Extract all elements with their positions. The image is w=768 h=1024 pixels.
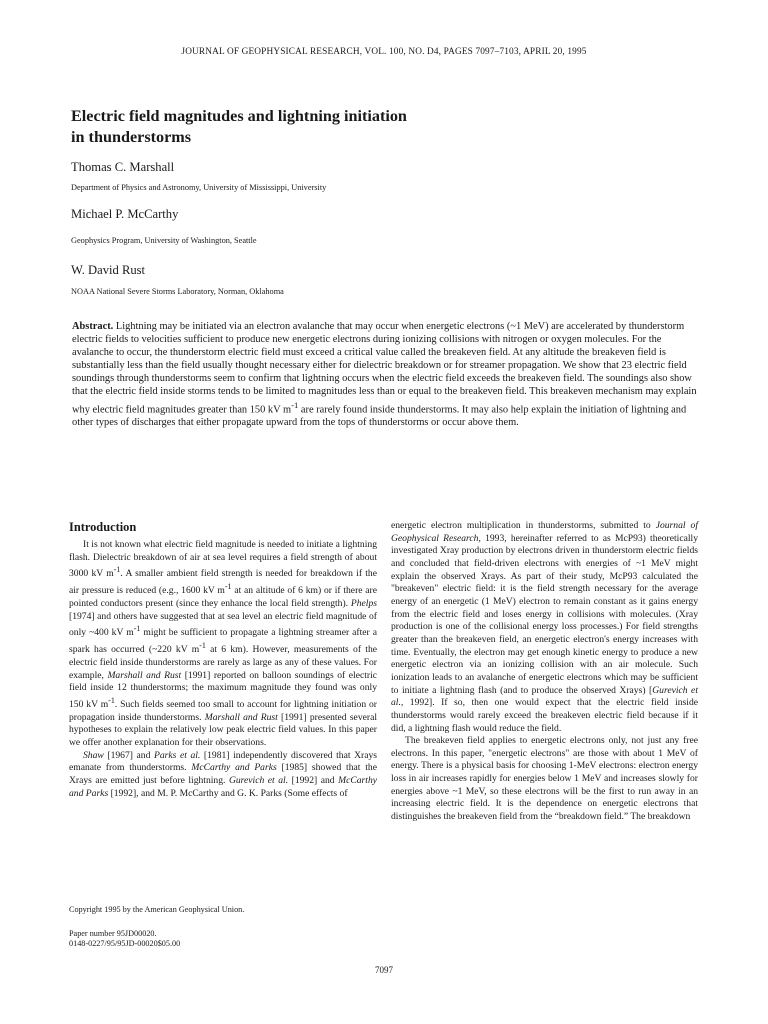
section-heading-introduction: Introduction [69, 520, 137, 534]
title-line-2: in thunderstorms [71, 128, 192, 146]
copyright-notice: Copyright 1995 by the American Geophysical Union. [69, 905, 245, 914]
abstract-label: Abstract. [72, 321, 114, 332]
page-number: 7097 [375, 965, 393, 975]
intro-paragraph-1: It is not known what electric field magnitude is needed to initiate a lightning flash. Dielectric breakdown of air at sea level requires a field strength of about 3000 kV $m^{-1}$. A smaller ambient field strength is needed for breakdown if the air pressure is reduced (e.g., 1600 kV $m^{-1}$ at an altitude of 6 km) or if there are pointed conductors present (since they enhance the local field strength). Phelps [1974] and others have suggested that at sea level an electric field magnitude of only ~400 kV $m^{-1}$ might be sufficient to propagate a lightning streamer after a spark has occurred (~220 kV $m^{-1}$ at 6 km). However, measurements of the electric field inside thunderstorms are rarely as large as any of these values. For example, Marshall and Rust [1991] reported on balloon soundings of electric field inside 12 thunderstorms; the maximum magnitude they found was only 150 kV $m^{-1}$. Such fields seemed too small to account for lightning initiation or propagation inside thunderstorms. Marshall and Rust [1991] presented several hypotheses to explain the relatively low peak electric field values. In this paper we offer another explanation for their observations. [69, 539, 378, 749]
citation-mccarthy-parks-2: McCarthy and Parks [69, 775, 378, 799]
paper-number: Paper number 95JD00020. [69, 929, 157, 938]
author-affiliation-3: NOAA National Severe Storms Laboratory, Norman, Oklahoma [71, 287, 284, 296]
abstract-text-b: are rarely found inside thunderstorms. It may also help explain the initiation of lightning and other types of discharges that either propagate upward from the tops of thunderstorms or occur above them. [72, 404, 687, 429]
right-column [391, 520, 698, 824]
abstract [72, 320, 702, 429]
author-name-3: W. David Rust [71, 263, 146, 277]
author-name-1: Thomas C. Marshall [71, 160, 175, 174]
citation-shaw: Shaw [83, 749, 104, 761]
citation-marshall-rust-2: Marshall and Rust [204, 711, 278, 723]
article-title [71, 106, 591, 148]
citation-mccarthy-parks: McCarthy and Parks [191, 762, 277, 774]
issn-line: 0148-0227/95/95JD-00020$05.00 [69, 939, 181, 948]
title-line-1: Electric field magnitudes and lightning initiation [71, 107, 407, 125]
journal-header: JOURNAL OF GEOPHYSICAL RESEARCH, VOL. 100, NO. D4, PAGES 7097–7103, APRIL 20, 1995 [181, 47, 587, 57]
intro-paragraph-2: Shaw [1967] and Parks et al. [1981] independently discovered that Xrays emanate from thunderstorms. McCarthy and Parks [1985] showed that the Xrays are emitted just before lightning. Gurevich et al. [1992] and McCarthy and Parks [1992], and M. P. McCarthy and G. K. Parks (Some effects of [69, 749, 378, 799]
citation-jgr: Journal of Geophysical Research [391, 520, 698, 544]
intro-paragraph-4: The breakeven field applies to energetic electrons only, not just any free electrons. In this paper, "energetic electrons" are those with about 1 MeV of energy. There is a physical basis for choosing 1-MeV electrons: electron energy loss in air increases rapidly for energies below 1 MeV and increases slowly for energies above ~1 MeV, so these electrons will be the first to run away in an increasing electric field. It is the dependence on energetic electrons that distinguishes the breakeven field from the “breakdown field.” The breakdown [391, 735, 698, 823]
citation-phelps: Phelps [350, 598, 377, 609]
left-column [69, 520, 377, 800]
paper-identifiers [69, 929, 180, 949]
intro-paragraph-3: energetic electron multiplication in thunderstorms, submitted to Journal of Geophysical Research, 1993, hereinafter referred to as McP93) theoretically investigated Xray production by electrons driven in thunderstorm electric fields and concluded that field-driven electrons with energies of ~1 MeV might explain the observed Xrays. As part of their study, McP93 calculated the "breakeven" electric field: it is the field strength necessary for the average energy of an energetic (1 MeV) electron to remain constant as it gains energy from the electric field and loses energy in collisions with molecules. (Xray production is one of the collisional energy loss processes.) For field strengths greater than the breakeven field, an energetic electron's energy increases with time. Eventually, the electron may get enough kinetic energy to produce a new energetic electron via an ionizing collision with an air molecule. Such ionization leads to an avalanche of energetic electrons which may be sufficient to initiate a lightning flash (and to produce the observed Xrays) [Gurevich et al., 1992]. If so, then one would expect that the electric field inside thunderstorms would rarely exceed the breakeven electric field because if it did, a lightning flash would reduce the field. [391, 520, 698, 734]
citation-marshall-rust: Marshall and Rust [107, 669, 182, 681]
citation-gurevich-2: Gurevich et al. [391, 684, 698, 709]
author-name-2: Michael P. McCarthy [71, 207, 179, 221]
author-affiliation-1: Department of Physics and Astronomy, University of Mississippi, University [71, 183, 327, 192]
citation-gurevich: Gurevich et al. [228, 775, 289, 787]
abstract-sup: -1 [291, 399, 299, 410]
author-affiliation-2: Geophysics Program, University of Washington, Seattle [71, 236, 257, 245]
citation-parks: Parks et al. [153, 749, 201, 761]
abstract-text-a: Lightning may be initiated via an electron avalanche that may occur when energetic electrons (~1 MeV) are accelerated by thunderstorm electric fields to velocities sufficient to produce new energetic electrons during ionizing collisions with nitrogen or oxygen molecules. For the avalanche to occur, the thunderstorm electric field must exceed a critical value called the breakeven field. At any altitude the breakeven field is substantially less than the field usually thought necessary either for dielectric breakdown or for streamer propagation. We show that 23 electric field soundings through thunderstorms seem to confirm that lightning occurs when the electric field exceeds the breakeven field. The soundings also show that the electric field inside storms tends to be limited to magnitudes less than or equal to the breakeven field. This breakeven mechanism may explain why electric field magnitudes greater than 150 kV m [72, 321, 697, 416]
